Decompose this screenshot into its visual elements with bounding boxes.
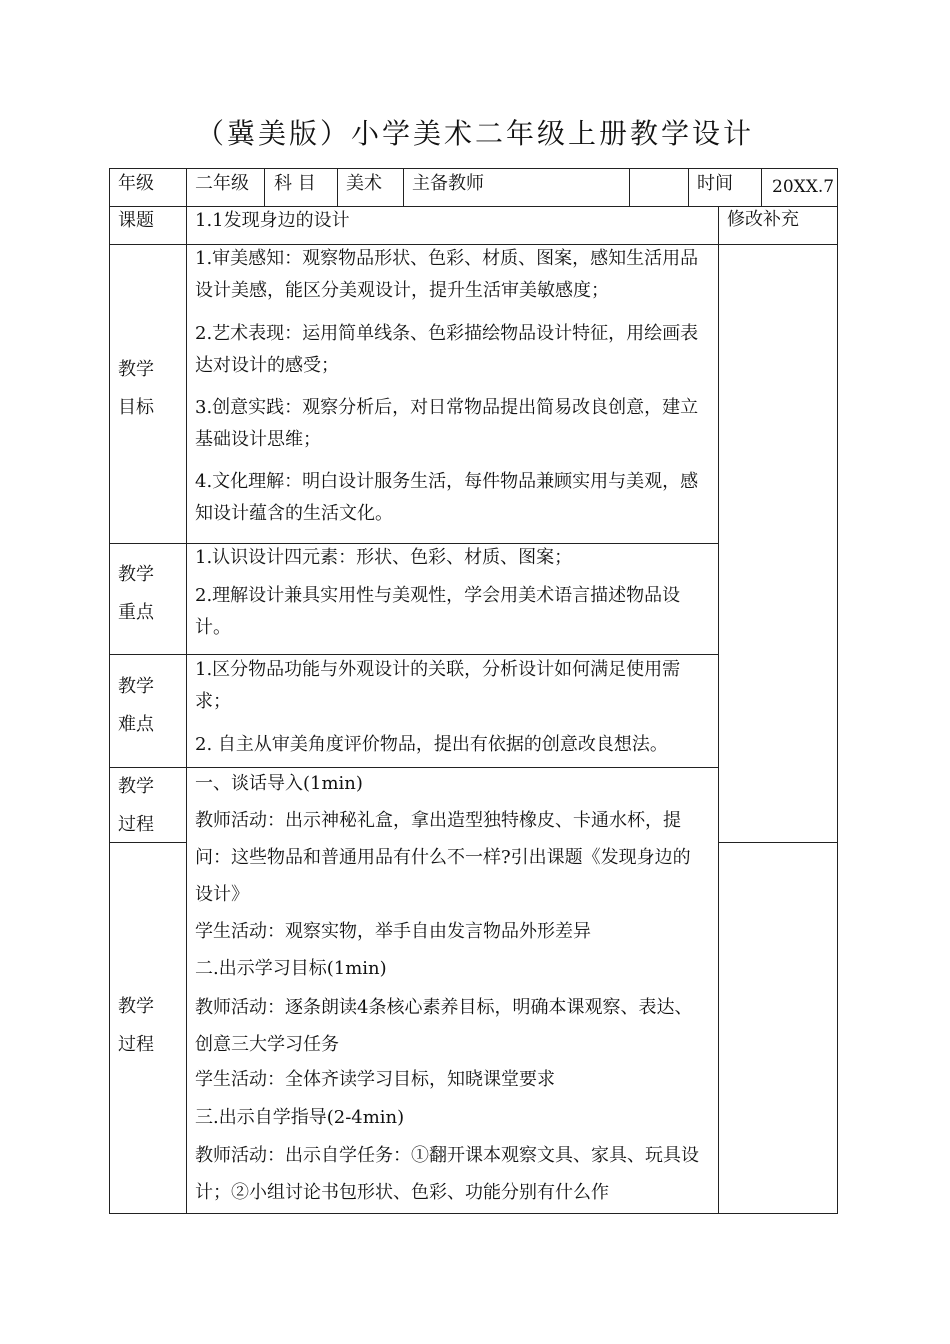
difficulties-label bbox=[118, 668, 168, 744]
table-border-bottom bbox=[109, 1213, 838, 1214]
process-line-3: 学生活动：观察实物，举手自由发言物品外形差异 bbox=[195, 921, 591, 942]
goal-item-4: 4.文化理解：明白设计服务生活，每件物品兼顾实用与美观，感知设计蕴含的生活文化。 bbox=[195, 471, 699, 524]
goal-item-3: 3.创意实践：观察分析后，对日常物品提出简易改良创意，建立基础设计思维； bbox=[195, 397, 699, 450]
process-line-6: 学生活动：全体齐读学习目标，知晓课堂要求 bbox=[195, 1069, 555, 1090]
column-divider bbox=[629, 168, 630, 206]
difficulties-label-line-1: 教学 bbox=[118, 676, 154, 697]
key-points-label bbox=[118, 556, 168, 632]
column-divider bbox=[186, 168, 187, 1214]
goals-label bbox=[118, 351, 168, 427]
revise-label: 修改补充 bbox=[727, 209, 799, 230]
grade-value: 二年级 bbox=[195, 173, 249, 194]
column-divider bbox=[264, 168, 265, 206]
key-points-label-line-2: 重点 bbox=[118, 602, 154, 623]
subject-value: 美术 bbox=[346, 173, 382, 194]
table-border-right bbox=[837, 168, 838, 1214]
column-divider bbox=[403, 168, 404, 206]
process-label-a-line-2: 过程 bbox=[118, 814, 154, 835]
process-line-8: 教师活动：出示自学任务：①翻开课本观察文具、家具、玩具设计；②小组讨论书包形状、色彩、功能分别有什么作 bbox=[195, 1145, 699, 1203]
process-label-b bbox=[118, 988, 168, 1064]
document-title: （冀美版）小学美术二年级上册教学设计 bbox=[195, 117, 754, 150]
process-label-a-line-1: 教学 bbox=[118, 776, 154, 797]
subject-label: 科 目 bbox=[274, 173, 316, 194]
row-divider bbox=[718, 842, 838, 843]
process-label-b-line-2: 过程 bbox=[118, 1034, 154, 1055]
grade-label: 年级 bbox=[118, 173, 154, 194]
difficulty-item-2: 2. 自主从审美角度评价物品，提出有依据的创意改良想法。 bbox=[195, 734, 668, 755]
difficulty-item-1: 1.区分物品功能与外观设计的关联，分析设计如何满足使用需 求； bbox=[195, 659, 681, 712]
process-line-1: 一、谈话导入(1min) bbox=[195, 773, 363, 794]
process-label-a bbox=[118, 768, 168, 844]
table-border-left bbox=[109, 168, 110, 1214]
key-points-label-line-1: 教学 bbox=[118, 564, 154, 585]
topic-label: 课题 bbox=[118, 210, 154, 231]
goal-item-2: 2.艺术表现：运用简单线条、色彩描绘物品设计特征，用绘画表达对设计的感受； bbox=[195, 323, 699, 376]
table-border-top bbox=[109, 168, 838, 169]
key-point-item-2: 2.理解设计兼具实用性与美观性，学会用美术语言描述物品设计。 bbox=[195, 585, 681, 638]
goals-label-line-2: 目标 bbox=[118, 397, 154, 418]
row-divider bbox=[109, 206, 838, 207]
column-divider bbox=[718, 206, 719, 1214]
process-line-7: 三.出示自学指导(2-4min) bbox=[195, 1107, 405, 1128]
column-divider bbox=[337, 168, 338, 206]
process-line-5: 教师活动：逐条朗读4条核心素养目标，明确本课观察、表达、创意三大学习任务 bbox=[195, 997, 693, 1055]
goal-item-1: 1.审美感知：观察物品形状、色彩、材质、图案，感知生活用品设计美感，能区分美观设计，提升生活审美敏感度； bbox=[195, 248, 699, 301]
column-divider bbox=[761, 168, 762, 206]
teacher-label: 主备教师 bbox=[412, 173, 484, 194]
process-line-4: 二.出示学习目标(1min) bbox=[195, 958, 387, 979]
column-divider bbox=[688, 168, 689, 206]
difficulties-label-line-2: 难点 bbox=[118, 714, 154, 735]
goals-label-line-1: 教学 bbox=[118, 359, 154, 380]
process-line-2: 教师活动：出示神秘礼盒，拿出造型独特橡皮、卡通水杯，提问：这些物品和普通用品有什么不一样?引出课题《发现身边的设计》 bbox=[195, 810, 691, 905]
topic-value: 1.1发现身边的设计 bbox=[195, 210, 350, 231]
time-value: 20XX.7 bbox=[772, 177, 835, 197]
time-label: 时间 bbox=[697, 173, 733, 194]
key-point-item-1: 1.认识设计四元素：形状、色彩、材质、图案； bbox=[195, 547, 573, 568]
process-label-b-line-1: 教学 bbox=[118, 996, 154, 1017]
